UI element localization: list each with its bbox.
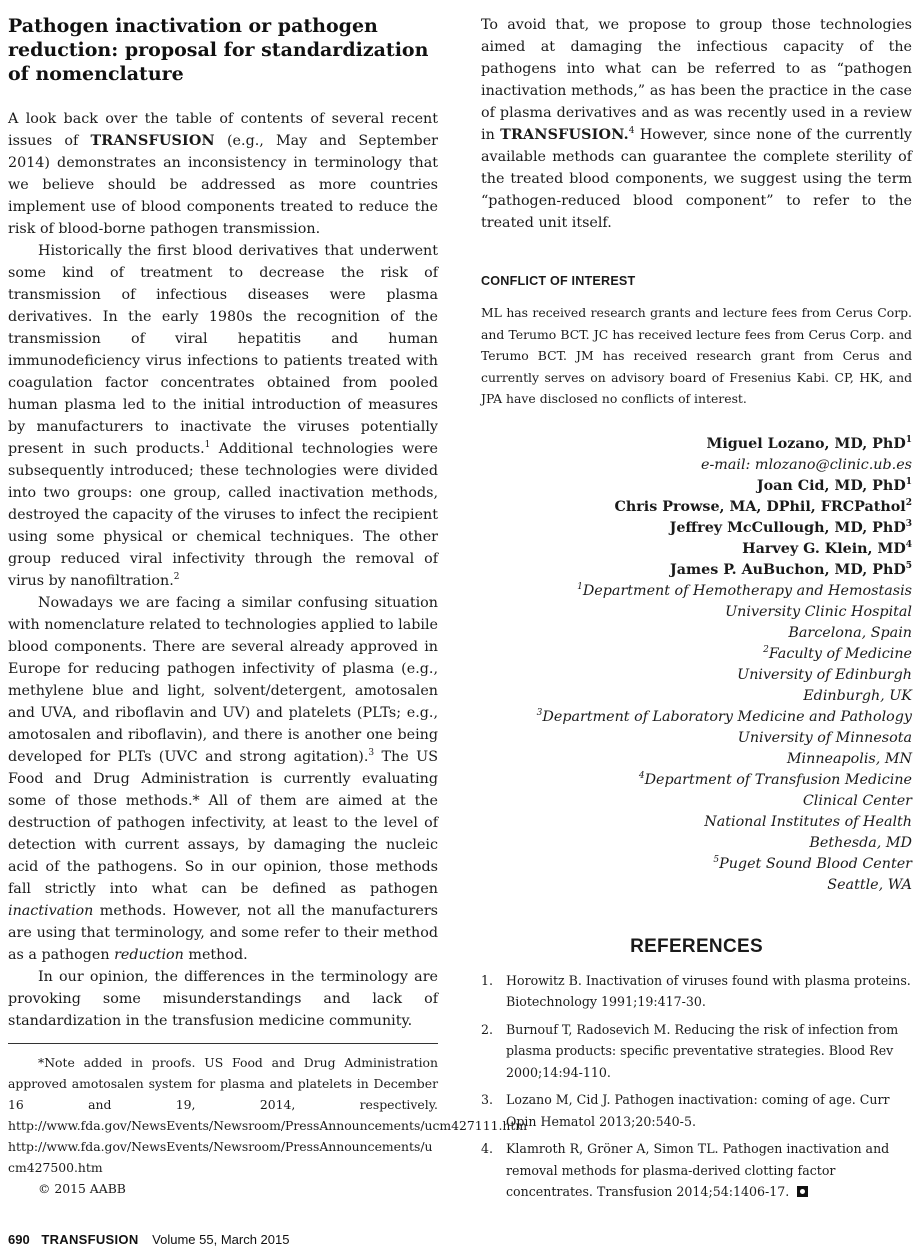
reference-item[interactable]: 1. Horowitz B. Inactivation of viruses found with plasma proteins. Biotechnology 1991;19:417-30. (481, 972, 911, 1009)
affiliation-line: Bethesda, MD (809, 834, 912, 851)
footnote-divider (8, 1043, 438, 1044)
footnote-text: *Note added in proofs. US Food and Drug Administration approved amotosalen system for plasma and platelets in December 16 and 19, 2014, respectively. http://www.fda.gov/NewsEvents/Newsroom/PressAnnouncements/ucm427111.htm (8, 1055, 528, 1133)
footnote (8, 1052, 528, 1199)
affiliation-line: Barcelona, Spain (788, 624, 912, 641)
journal-name: TRANSFUSION. (500, 127, 629, 143)
conflict-text: ML has received research grants and lecture fees from Cerus Corp. and Terumo BCT. JC has received lecture fees from Cerus Corp. and Terumo BCT. JM has received research grant from Cerus and currently serves on advisory board of Fresenius Kabi. CP, HK, and JPA have disclosed no conflicts of interest. (481, 305, 912, 406)
affiliation-line: National Institutes of Health (704, 813, 912, 830)
affiliation-line: Edinburgh, UK (803, 687, 912, 704)
affiliation-line: $^2$Faculty of Medicine (763, 644, 912, 662)
author-name: Chris Prowse, MA, DPhil, FRCPathol$^2$ (614, 497, 912, 515)
paragraph-2: Historically the first blood derivatives that underwent some kind of treatment to decrease the risk of transmission of infectious diseases were plasma derivatives. In the early 1980s the recognition of the transmission of viral hepatitis and human immunodeficiency virus infections to patients treated with coagulation factor concentrates obtained from pooled human plasma led to the initial introduction of measures by manufacturers to inactivate the viruses potentially present in such products.$^1$ Additional technologies were subsequently introduced; these technologies were divided into two groups: one group, called inactivation methods, destroyed the capacity of the viruses to infect the recipient using some physical or chemical techniques. The other group reduced viral infectivity through the removal of virus by nanofiltration.$^2$ (8, 243, 438, 589)
footer-journal: TRANSFUSION (41, 1232, 139, 1247)
affiliation-line: Minneapolis, MN (786, 750, 912, 767)
affiliation-line: University of Minnesota (737, 729, 912, 746)
reference-item[interactable]: 4. Klamroth R, Gröner A, Simon TL. Pathogen inactivation and removal methods for plasma-derived clotting factor concentrates. Transfusion 2014;54:1406-17. (481, 1141, 890, 1199)
affiliation-line: Seattle, WA (827, 876, 912, 893)
author-name: Harvey G. Klein, $MD^4$ (742, 539, 912, 557)
footer-issue: Volume 55, March 2015 (152, 1232, 290, 1247)
footnote-link[interactable]: http://www.fda.gov/NewsEvents/Newsroom/PressAnnouncements/ucm427500.htm (8, 1139, 433, 1175)
paragraph-4: In our opinion, the differences in the terminology are provoking some misunderstandings and lack of standardization in the transfusion medicine community. (8, 969, 438, 1029)
citation-3[interactable]: 3 (368, 748, 375, 758)
author-name: Miguel Lozano, MD, PhD$^1$ (706, 434, 912, 452)
author-name: Jeffrey McCullough, MD, PhD$^3$ (669, 518, 912, 536)
page-number: 690 (8, 1232, 30, 1247)
page-footer (8, 1232, 289, 1247)
reference-list (481, 970, 912, 1203)
copyright: © 2015 AABB (38, 1181, 126, 1196)
reference-item[interactable]: 3. Lozano M, Cid J. Pathogen inactivation: coming of age. Curr Opin Hematol 2013;20:540-5. (481, 1092, 890, 1129)
citation-2[interactable]: 2 (173, 572, 180, 582)
conflict-heading: CONFLICT OF INTEREST (481, 274, 636, 288)
article-title: Pathogen inactivation or pathogen reduction: proposal for standardization of nomenclature (8, 15, 429, 85)
affiliation-line: University of Edinburgh (737, 666, 912, 683)
citation-4[interactable]: 4 (628, 126, 635, 136)
right-column (481, 14, 912, 1209)
author-name: James P. AuBuchon, MD, PhD$^5$ (669, 560, 912, 578)
affiliation-line: $^5$Puget Sound Blood Center (713, 854, 912, 872)
reference-item[interactable]: 2. Burnouf T, Radosevich M. Reducing the risk of infection from plasma products: specific preventative strategies. Blood Rev 2000;14:94-110. (481, 1021, 899, 1080)
affiliation-line: Clinical Center (802, 792, 912, 809)
journal-name: TRANSFUSION (90, 133, 215, 149)
affiliation-line: $^1$Department of Hemotherapy and Hemostasis (577, 581, 912, 599)
affiliation-line: $^3$Department of Laboratory Medicine and Pathology (536, 707, 912, 725)
paragraph-5: To avoid that, we propose to group those technologies aimed at damaging the infectious capacity of the pathogens into what can be referred to as “pathogen inactivation methods,” as has been the practice in the case of plasma derivatives and as was recently used in a review in TRANSFUSION.$^4$ However, since none of the currently available methods can guarantee the complete sterility of the treated blood components, we suggest using the term “pathogen-reduced blood component” to refer to the treated unit itself. (481, 17, 912, 231)
affiliation-line: $^4$Department of Transfusion Medicine (638, 770, 912, 788)
paragraph-1: A look back over the table of contents of several recent issues of TRANSFUSION (e.g., May and September 2014) demonstrates an inconsistency in terminology that we believe should be addressed as more countries implement use of blood components treated to reduce the risk of blood-borne pathogen transmission. (8, 111, 438, 237)
affiliation-line: University Clinic Hospital (725, 603, 912, 620)
author-name: Joan Cid, MD, PhD$^1$ (756, 476, 912, 494)
left-column (8, 14, 438, 1032)
end-of-article-icon (797, 1186, 808, 1197)
author-block (481, 434, 912, 896)
references-heading: REFERENCES (630, 935, 763, 957)
author-email[interactable]: e-mail: mlozano@clinic.ub.es (701, 456, 912, 473)
citation-1[interactable]: 1 (204, 440, 211, 450)
paragraph-3: Nowadays we are facing a similar confusing situation with nomenclature related to technologies applied to labile blood components. There are several already approved in Europe for reducing pathogen infectivity of plasma (e.g., methylene blue and light, solvent/detergent, amotosalen and UVA, and riboflavin and UV) and platelets (PLTs; e.g., amotosalen and riboflavin), and there is another one being developed for PLTs (UVC and strong agitation).$^3$ The US Food and Drug Administration is currently evaluating some of those methods.* All of them are aimed at the destruction of pathogen infectivity, at least to the level of detection with current assays, by damaging the nucleic acid of the pathogens. So in our opinion, those methods fall strictly into what can be defined as pathogen inactivation methods. However, not all the manufacturers are using that terminology, and some refer to their method as a pathogen reduction method. (8, 595, 438, 963)
